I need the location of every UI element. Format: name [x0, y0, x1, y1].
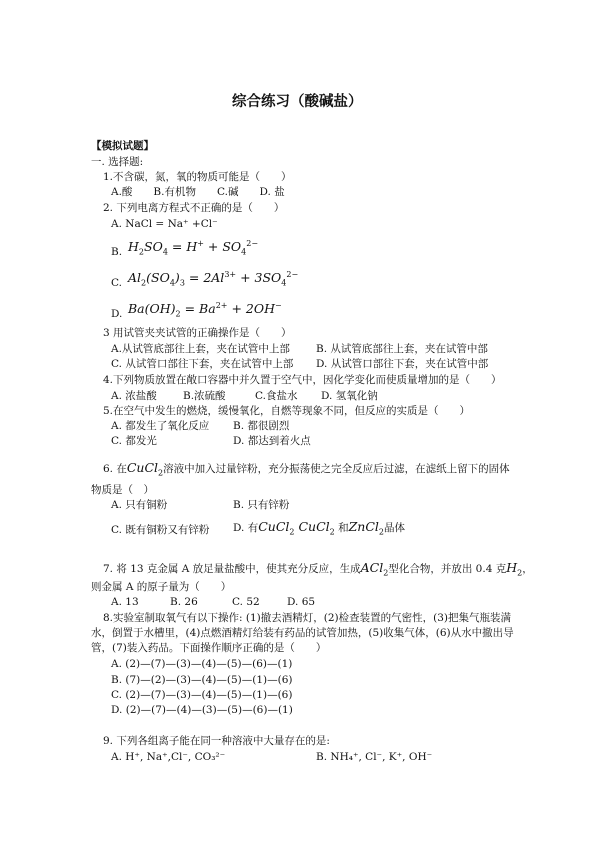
q9-option-b: B. NH₄⁺, Cl⁻, K⁺, OH⁻ [316, 751, 433, 763]
q8-option-b: B. (7)—(2)—(3)—(4)—(5)—(1)—(6) [111, 674, 293, 686]
q8-option-a: A. (2)—(7)—(3)—(4)—(5)—(6)—(1) [111, 658, 293, 670]
q7-option-d: D. 65 [287, 596, 316, 608]
page-title: 综合练习（酸碱盐） [232, 94, 363, 110]
q4-option-b: B.浓硫酸 [183, 390, 226, 402]
q2-option-b-equation: $H_2SO_4 = H^+ + SO_4^{2-}$ [128, 239, 259, 257]
q2-option-c-equation: $Al_2(SO_4)_3 = 2Al^{3+} + 3SO_4^{2-}$ [128, 270, 299, 288]
q8-stem-line3: 管，(7)装入药品。下面操作顺序正确的是（ ） [91, 642, 327, 654]
q7-option-a: A. 13 [111, 596, 139, 608]
q1-options: A.酸 B.有机物 C.碱 D. 盐 [111, 186, 285, 198]
q6-option-d-zncl2: ZnCl$_2$ [348, 519, 385, 537]
q4-option-a: A. 浓盐酸 [111, 390, 157, 402]
q8-option-d: D. (2)—(7)—(4)—(3)—(5)—(6)—(1) [111, 704, 293, 716]
q7-stem-pre: 7. 将 13 克金属 A 放足量盐酸中，使其充分反应，生成 [103, 563, 361, 575]
q7-option-b: B. 26 [170, 596, 198, 608]
q2-option-a: A. NaCl = Na⁺ +Cl⁻ [111, 218, 218, 230]
q6-option-d-and: 和 [338, 522, 349, 534]
q4-option-c: C.食盐水 [255, 390, 298, 402]
q6-stem [103, 461, 510, 481]
q7-stem-mid: 型化合物，并放出 0.4 克 [388, 563, 507, 575]
q7-stem: 7. 将 13 克金属 A 放足量盐酸中，使其充分反应，生成ACl$_2$型化合物，并放出 0.4 克$H_2$， [103, 560, 533, 578]
q2-stem: 2. 下列电离方程式不正确的是（ ） [103, 202, 285, 214]
q5-option-d: D. 都达到着火点 [233, 435, 311, 447]
q6-formula-cucl2: CuCl$_2$ [126, 460, 164, 478]
q7-formula-acl2: ACl$_2$ [360, 560, 389, 578]
q5-stem: 5.在空气中发生的燃烧，缓慢氧化，自燃等现象不同，但反应的实质是（ ） [103, 405, 471, 417]
q8-stem-line2: 水，倒置于水槽里，(4)点燃酒精灯给装有药品的试管加热，(5)收集气体，(6)从水中撤出导 [91, 627, 514, 639]
q8-option-c: C. (2)—(7)—(3)—(4)—(5)—(1)—(6) [111, 689, 293, 701]
q6-stem-line2: 物质是（ ） [91, 484, 154, 496]
q6-option-d-formulas: CuCl$_2$ CuCl$_2$ [258, 519, 335, 537]
q3-option-b: B. 从试管底部往上套，夹在试管中部 [316, 343, 488, 355]
q6-option-a: A. 只有铜粉 [111, 499, 168, 511]
q3-option-d: D. 从试管口部往下套，夹在试管中部 [316, 358, 489, 370]
q6-option-d-post: 晶体 [384, 522, 406, 534]
q6-option-d-pre: D. 有 [233, 522, 259, 534]
q6-option-d [233, 520, 405, 540]
q2-option-c-label: C. [111, 277, 122, 289]
q5-option-c: C. 都发光 [111, 435, 157, 447]
q6-stem-pre: 6. 在 [103, 463, 127, 475]
q3-stem: 3 用试管夹夹试管的正确操作是（ ） [103, 327, 292, 339]
q7-stem-line2: 则金属 A 的原子量为（ ） [91, 581, 232, 593]
q6-option-b: B. 只有锌粉 [233, 499, 290, 511]
q7-formula-h2: $H_2$ [506, 560, 523, 578]
q5-option-b: B. 都很剧烈 [233, 420, 290, 432]
section-heading: 【模拟试题】 [91, 140, 154, 152]
q6-stem-post: 溶液中加入过量锌粉，充分振荡使之完全反应后过滤，在滤纸上留下的固体 [163, 463, 510, 475]
q6-option-c: C. 既有铜粉又有锌粉 [111, 524, 210, 536]
q4-option-d: D. 氢氧化钠 [321, 390, 378, 402]
q1-stem: 1.不含碳，氮，氧的物质可能是（ ） [103, 171, 292, 183]
q2-option-b-label: B. [111, 246, 123, 258]
q4-stem: 4.下列物质放置在敞口容器中并久置于空气中，因化学变化而使质量增加的是（ ） [103, 374, 502, 386]
q2-option-d-label: D. [111, 308, 123, 320]
q7-option-c: C. 52 [232, 596, 260, 608]
q9-option-a: A. H⁺, Na⁺,Cl⁻, CO₃²⁻ [111, 751, 226, 763]
q9-stem: 9. 下列各组离子能在同一种溶液中大量存在的是: [103, 735, 330, 747]
q2-option-d-equation: $Ba(OH)_2 = Ba^{2+} + 2OH^-$ [128, 301, 282, 319]
q3-option-c: C. 从试管口部往下套，夹在试管中上部 [111, 358, 294, 370]
q5-option-a: A. 都发生了氧化反应 [111, 420, 210, 432]
part-heading: 一. 选择题: [91, 156, 144, 168]
q3-option-a: A.从试管底部往上套，夹在试管中上部 [111, 343, 290, 355]
q8-stem-line1: 8.实验室制取氧气有以下操作: (1)撤去酒精灯，(2)检查装置的气密性，(3)把集气瓶装满 [103, 612, 512, 624]
